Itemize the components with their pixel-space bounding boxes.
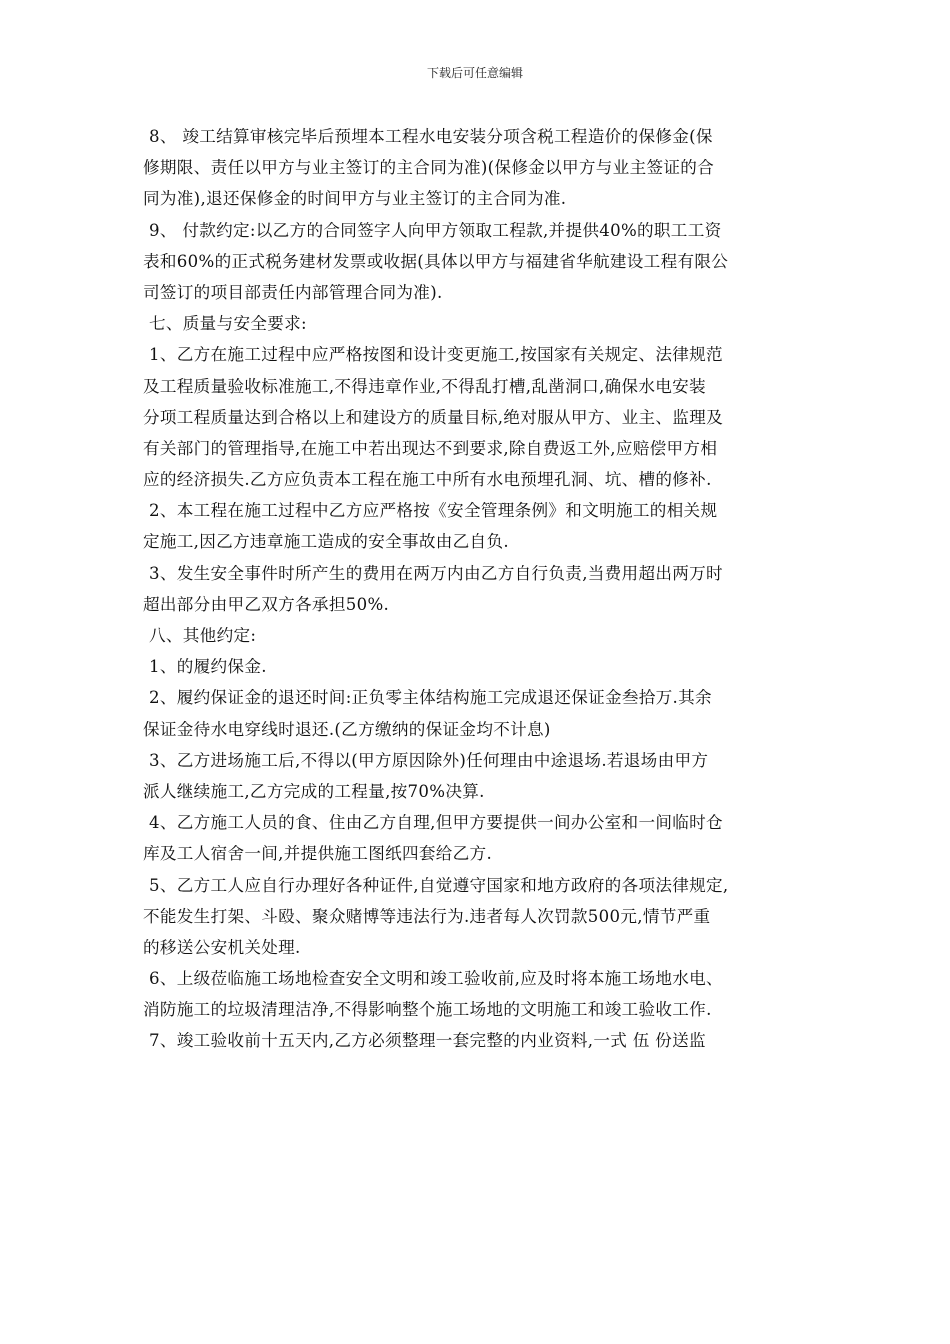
text-line: 分项工程质量达到合格以上和建设方的质量目标,绝对服从甲方、业主、监理及 [143,407,723,427]
text-line: 及工程质量验收标准施工,不得违章作业,不得乱打槽,乱凿洞口,确保水电安装 [143,376,706,396]
text-line: 表和60%的正式税务建材发票或收据(具体以甲方与福建省华航建设工程有限公 [143,251,729,271]
text-line: 八、其他约定: [149,626,257,645]
text-line: 3、发生安全事件时所产生的费用在两万内由乙方自行负责,当费用超出两万时 [149,563,723,583]
text-line: 2、履约保证金的退还时间:正负零主体结构施工完成退还保证金叁拾万.其余 [149,688,712,708]
page-header: 下载后可任意编辑 [426,66,523,80]
text-line: 有关部门的管理指导,在施工中若出现达不到要求,除自费返工外,应赔偿甲方相 [143,438,718,458]
text-line: 超出部分由甲乙双方各承担50%. [143,594,390,614]
text-line: 1、乙方在施工过程中应严格按图和设计变更施工,按国家有关规定、法律规范 [149,345,723,365]
text-line: 5、乙方工人应自行办理好各种证件,自觉遵守国家和地方政府的各项法律规定, [149,875,729,895]
text-line: 不能发生打架、斗殴、聚众赌博等违法行为.违者每人次罚款500元,情节严重 [143,906,711,926]
text-line: 1、的履约保金. [149,657,267,677]
text-line: 的移送公安机关处理. [143,937,301,957]
text-line: 2、本工程在施工过程中乙方应严格按《安全管理条例》和文明施工的相关规 [149,501,718,521]
text-line: 保证金待水电穿线时退还.(乙方缴纳的保证金均不计息) [143,719,551,739]
text-line: 7、竣工验收前十五天内,乙方必须整理一套完整的内业资料,一式 伍 份送监 [149,1031,706,1051]
text-line: 消防施工的垃圾清理洁净,不得影响整个施工场地的文明施工和竣工验收工作. [143,1000,712,1020]
document-body [143,121,809,1057]
text-line: 库及工人宿舍一间,并提供施工图纸四套给乙方. [143,844,493,864]
text-line: 9、 付款约定:以乙方的合同签字人向甲方领取工程款,并提供40%的职工工资 [149,220,722,240]
text-line: 同为准),退还保修金的时间甲方与业主签订的主合同为准. [143,189,567,209]
text-line: 修期限、责任以甲方与业主签订的主合同为准)(保修金以甲方与业主签证的合 [143,158,715,178]
text-line: 七、质量与安全要求: [149,314,307,334]
text-line: 6、上级莅临施工场地检查安全文明和竣工验收前,应及时将本施工场地水电、 [149,969,723,989]
text-line: 8、 竣工结算审核完毕后预埋本工程水电安装分项含税工程造价的保修金(保 [149,127,713,146]
text-line: 3、乙方进场施工后,不得以(甲方原因除外)任何理由中途退场.若退场由甲方 [149,750,709,770]
text-line: 派人继续施工,乙方完成的工程量,按70%决算. [143,781,485,801]
text-line: 司签订的项目部责任内部管理合同为准). [143,282,443,302]
text-line: 4、乙方施工人员的食、住由乙方自理,但甲方要提供一间办公室和一间临时仓 [149,813,723,833]
text-line: 定施工,因乙方违章施工造成的安全事故由乙自负. [143,532,509,552]
text-line: 应的经济损失.乙方应负责本工程在施工中所有水电预埋孔洞、坑、槽的修补. [143,470,712,490]
